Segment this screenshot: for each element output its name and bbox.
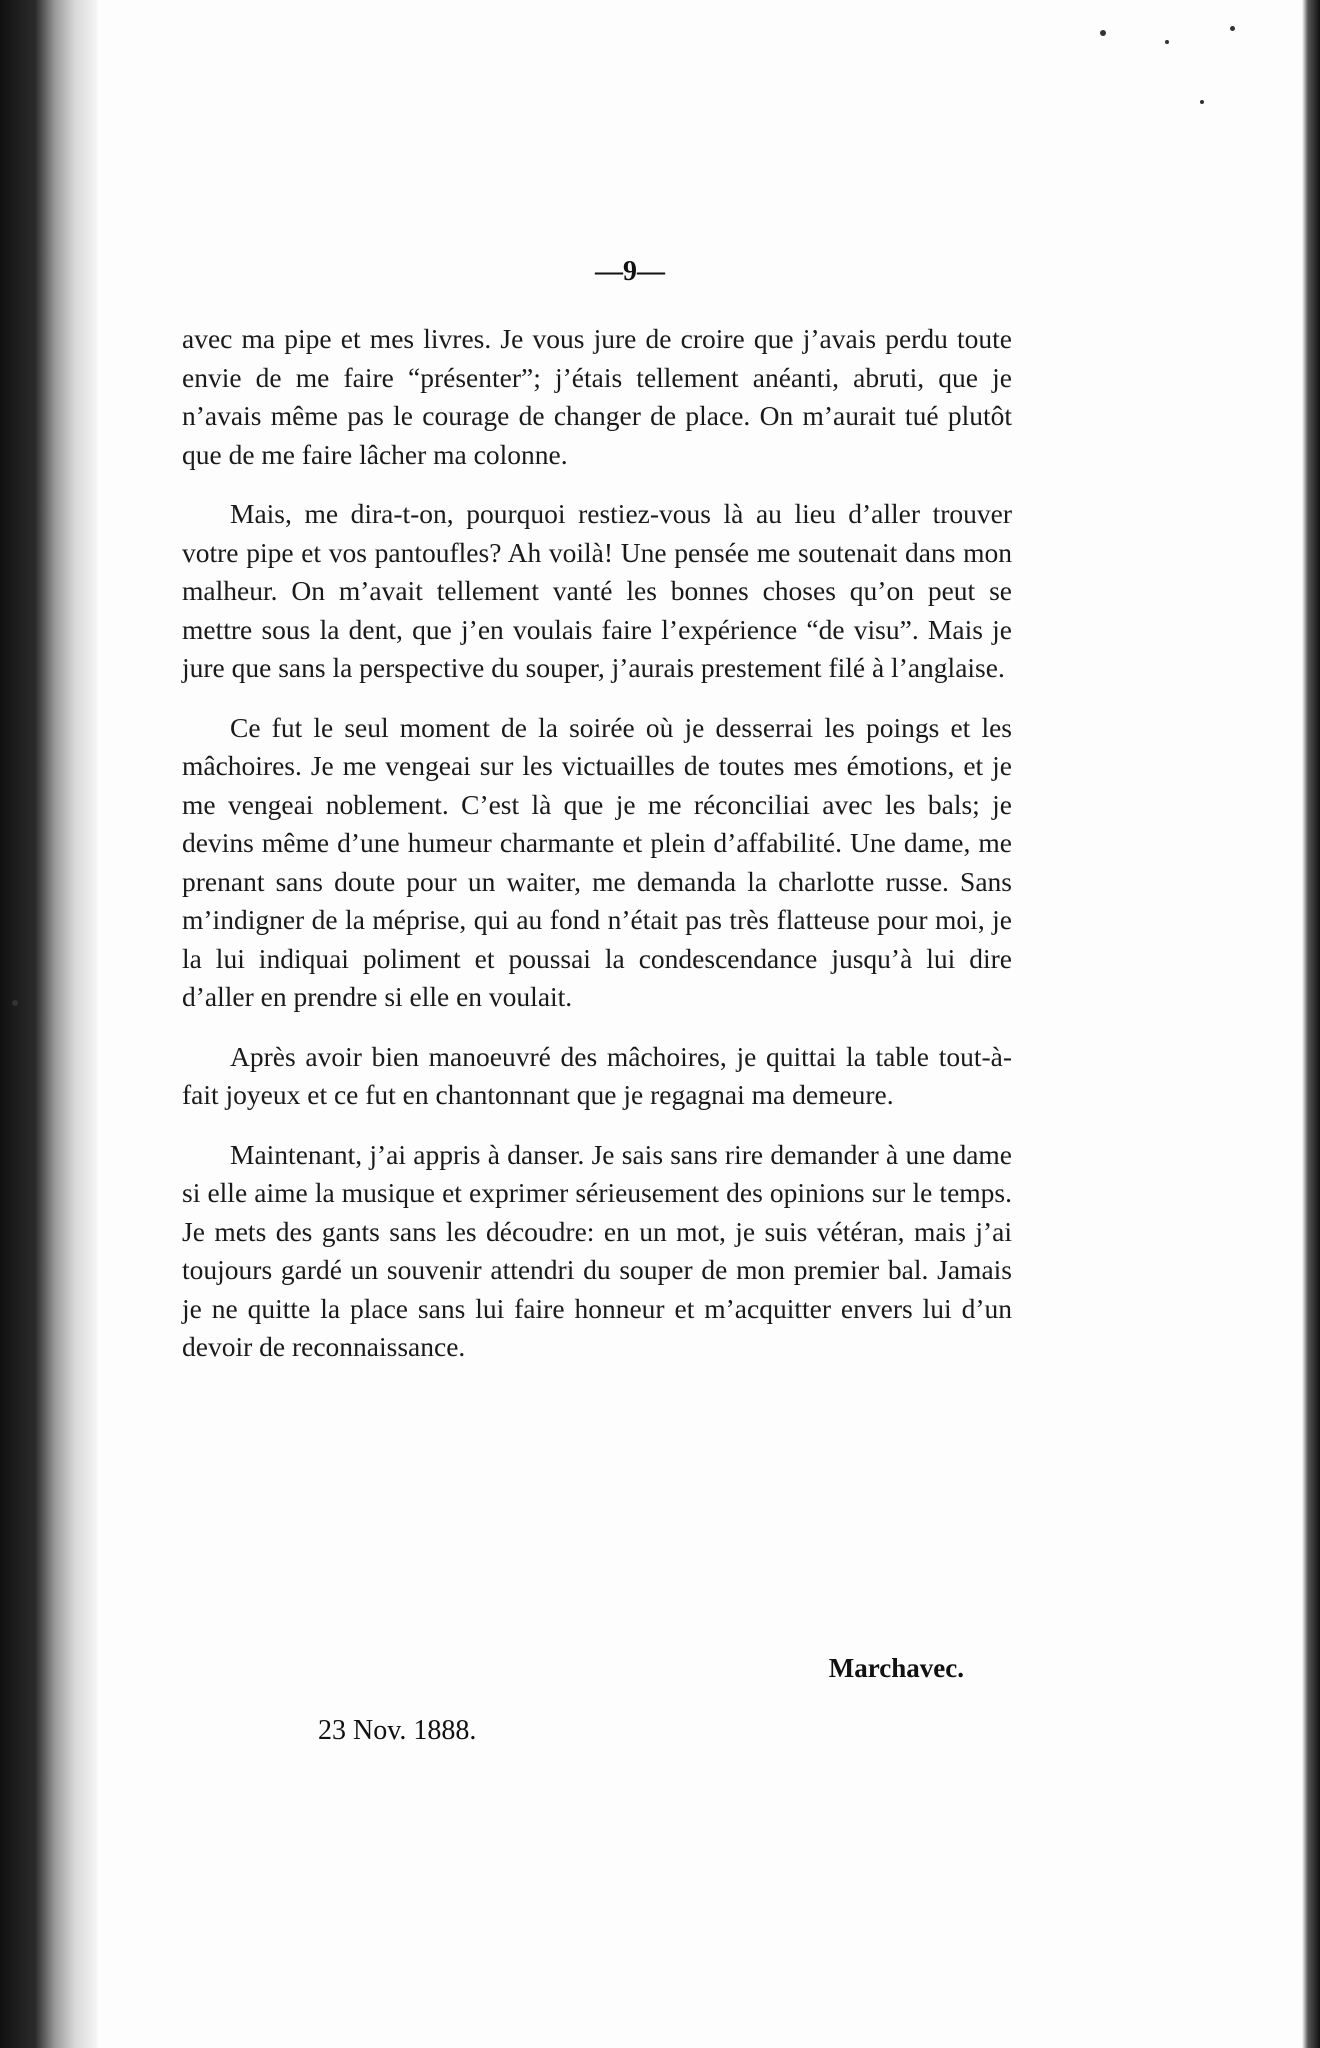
date-line: 23 Nov. 1888. xyxy=(318,1715,477,1746)
paragraph: Ce fut le seul moment de la soirée où je desserrai les poings et les mâchoires. Je me vengeai sur les victuailles de toutes mes émotions, et je me vengeai noblement. C’est là que je me réconciliai avec les bals; je devins même d’une humeur charmante et plein d’affabilité. Une dame, me prenant sans doute pour un waiter, me demanda la charlotte russe. Sans m’indigner de la méprise, qui au fond n’était pas très flatteuse pour moi, je la lui indiquai poliment et poussai la condescendance jusqu’à lui dire d’aller en prendre si elle en voulait. xyxy=(182,711,1012,1012)
dust-speck xyxy=(1200,100,1204,104)
paragraph-continued: avec ma pipe et mes livres. Je vous jure de croire que j’avais perdu toute envie de me faire “présenter”; j’étais tellement anéanti, abruti, que je n’avais même pas le courage de changer de place. On m’aurait tué plutôt que de me faire lâcher ma colonne. xyxy=(182,323,1012,470)
paragraph: Maintenant, j’ai appris à danser. Je sais sans rire demander à une dame si elle aime la musique et exprimer sérieusement des opinions sur le temps. Je mets des gants sans les découdre: en un mot, je suis vétéran, mais j’ai toujours gardé un souvenir attendri du souper de mon premier bal. Jamais je ne quitte la place sans lui faire honneur et m’acquitter envers lui d’un devoir de reconnaissance. xyxy=(182,1138,1012,1362)
dust-speck xyxy=(1100,30,1106,36)
dust-speck xyxy=(1230,26,1235,31)
scan-left-margin xyxy=(0,0,100,2048)
paragraph: Mais, me dira-t-on, pourquoi restiez-vous là au lieu d’aller trouver votre pipe et vos pantoufles? Ah voilà! Une pensée me soutenait dans mon malheur. On m’avait tellement vanté les bonnes choses qu’on peut se mettre sous la dent, que j’en voulais faire l’expérience “de visu”. Mais je jure que sans la perspective du souper, j’aurais prestement filé à l’anglaise. xyxy=(182,498,1012,683)
scan-right-margin xyxy=(1302,0,1320,2048)
dust-speck xyxy=(12,1000,18,1006)
paragraph: Après avoir bien manoeuvré des mâchoires, je quittai la table tout-à-fait joyeux et ce fut en chantonnant que je regagnai ma demeure. xyxy=(182,1040,1012,1110)
dust-speck xyxy=(1165,40,1169,44)
body-text xyxy=(182,320,1012,1388)
author-signature: Marchavec. xyxy=(828,1653,964,1683)
page-number: —9— xyxy=(595,256,665,287)
book-page xyxy=(100,0,1302,2048)
